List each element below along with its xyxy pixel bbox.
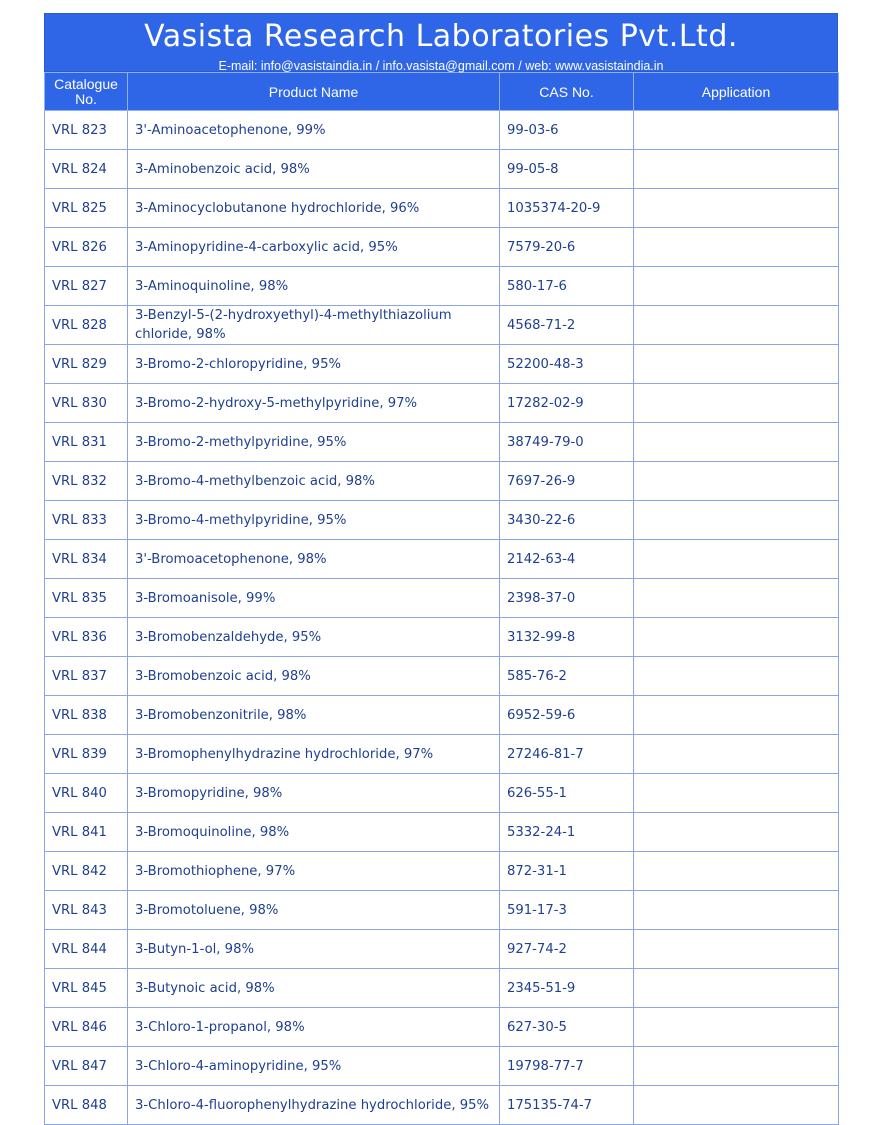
application-cell [634,735,839,774]
application-cell [634,306,839,345]
catalogue-number-cell: VRL 837 [45,657,128,696]
product-name-cell: 3-Bromopyridine, 98% [128,774,500,813]
product-name-cell: 3-Aminoquinoline, 98% [128,267,500,306]
application-cell [634,579,839,618]
cas-number-cell: 17282-02-9 [500,384,634,423]
application-cell [634,345,839,384]
cas-number-cell: 7697-26-9 [500,462,634,501]
application-cell [634,462,839,501]
table-row [45,345,839,384]
catalogue-number-cell: VRL 846 [45,1008,128,1047]
catalogue-number-cell: VRL 829 [45,345,128,384]
cas-number-cell: 52200-48-3 [500,345,634,384]
product-name-cell: 3-Bromoanisole, 99% [128,579,500,618]
table-row [45,150,839,189]
application-cell [634,618,839,657]
product-name-cell: 3-Aminocyclobutanone hydrochloride, 96% [128,189,500,228]
catalogue-number-cell: VRL 842 [45,852,128,891]
product-name-cell: 3-Bromobenzoic acid, 98% [128,657,500,696]
catalogue-number-cell: VRL 835 [45,579,128,618]
cas-number-cell: 3132-99-8 [500,618,634,657]
application-cell [634,969,839,1008]
table-row [45,1086,839,1125]
catalogue-number-cell: VRL 836 [45,618,128,657]
table-row [45,462,839,501]
table-row [45,657,839,696]
catalogue-number-cell: VRL 847 [45,1047,128,1086]
catalogue-number-cell: VRL 828 [45,306,128,345]
application-cell [634,657,839,696]
product-name-cell: 3-Benzyl-5-(2-hydroxyethyl)-4-methylthiazolium chloride, 98% [128,306,500,345]
cas-number-cell: 175135-74-7 [500,1086,634,1125]
cas-number-cell: 872-31-1 [500,852,634,891]
table-row [45,1047,839,1086]
company-name: Vasista Research Laboratories Pvt.Ltd. [144,19,738,54]
catalogue-sheet [44,13,838,1125]
cas-number-cell: 585-76-2 [500,657,634,696]
catalogue-number-cell: VRL 830 [45,384,128,423]
catalogue-number-cell: VRL 843 [45,891,128,930]
product-name-cell: 3-Bromo-2-hydroxy-5-methylpyridine, 97% [128,384,500,423]
application-cell [634,111,839,150]
cas-number-cell: 580-17-6 [500,267,634,306]
product-table [44,72,839,1125]
catalogue-number-cell: VRL 831 [45,423,128,462]
cas-number-cell: 6952-59-6 [500,696,634,735]
table-header-row [45,73,839,111]
catalogue-number-cell: VRL 844 [45,930,128,969]
application-cell [634,1086,839,1125]
table-row [45,891,839,930]
product-name-cell: 3'-Aminoacetophenone, 99% [128,111,500,150]
catalogue-number-cell: VRL 823 [45,111,128,150]
table-body [45,111,839,1125]
table-row [45,1008,839,1047]
product-name-cell: 3-Chloro-4-aminopyridine, 95% [128,1047,500,1086]
cas-number-cell: 626-55-1 [500,774,634,813]
table-row [45,618,839,657]
catalogue-number-cell: VRL 834 [45,540,128,579]
application-cell [634,423,839,462]
header-banner [44,13,838,72]
catalogue-number-cell: VRL 839 [45,735,128,774]
table-row [45,852,839,891]
product-name-cell: 3-Bromo-2-chloropyridine, 95% [128,345,500,384]
product-name-cell: 3-Bromo-4-methylpyridine, 95% [128,501,500,540]
product-name-cell: 3-Bromobenzaldehyde, 95% [128,618,500,657]
catalogue-number-cell: VRL 840 [45,774,128,813]
table-row [45,774,839,813]
cas-number-cell: 7579-20-6 [500,228,634,267]
column-header-application: Application [634,73,839,111]
cas-number-cell: 2345-51-9 [500,969,634,1008]
cas-number-cell: 3430-22-6 [500,501,634,540]
table-row [45,735,839,774]
product-name-cell: 3-Butynoic acid, 98% [128,969,500,1008]
product-name-cell: 3-Aminobenzoic acid, 98% [128,150,500,189]
application-cell [634,228,839,267]
application-cell [634,150,839,189]
column-header-cas: CAS No. [500,73,634,111]
table-row [45,696,839,735]
product-name-cell: 3-Bromothiophene, 97% [128,852,500,891]
column-header-catalogue: Catalogue No. [45,73,128,111]
cas-number-cell: 38749-79-0 [500,423,634,462]
table-row [45,384,839,423]
cas-number-cell: 4568-71-2 [500,306,634,345]
table-row [45,969,839,1008]
catalogue-number-cell: VRL 827 [45,267,128,306]
cas-number-cell: 1035374-20-9 [500,189,634,228]
table-row [45,306,839,345]
table-row [45,111,839,150]
application-cell [634,540,839,579]
application-cell [634,384,839,423]
column-header-product: Product Name [128,73,500,111]
application-cell [634,696,839,735]
product-name-cell: 3-Bromo-2-methylpyridine, 95% [128,423,500,462]
catalogue-number-cell: VRL 832 [45,462,128,501]
cas-number-cell: 5332-24-1 [500,813,634,852]
cas-number-cell: 927-74-2 [500,930,634,969]
catalogue-number-cell: VRL 838 [45,696,128,735]
catalogue-number-cell: VRL 841 [45,813,128,852]
table-row [45,267,839,306]
cas-number-cell: 2142-63-4 [500,540,634,579]
catalogue-number-cell: VRL 825 [45,189,128,228]
application-cell [634,501,839,540]
cas-number-cell: 19798-77-7 [500,1047,634,1086]
application-cell [634,813,839,852]
cas-number-cell: 27246-81-7 [500,735,634,774]
table-row [45,189,839,228]
table-row [45,813,839,852]
application-cell [634,852,839,891]
table-row [45,228,839,267]
catalogue-number-cell: VRL 833 [45,501,128,540]
application-cell [634,267,839,306]
product-name-cell: 3-Bromobenzonitrile, 98% [128,696,500,735]
product-name-cell: 3-Bromoquinoline, 98% [128,813,500,852]
catalogue-number-cell: VRL 824 [45,150,128,189]
contact-line: E-mail: info@vasistaindia.in / info.vasista@gmail.com / web: www.vasistaindia.in [218,59,664,73]
application-cell [634,774,839,813]
cas-number-cell: 627-30-5 [500,1008,634,1047]
product-name-cell: 3-Chloro-4-fluorophenylhydrazine hydrochloride, 95% [128,1086,500,1125]
application-cell [634,891,839,930]
application-cell [634,930,839,969]
table-row [45,423,839,462]
cas-number-cell: 99-05-8 [500,150,634,189]
catalogue-number-cell: VRL 845 [45,969,128,1008]
cas-number-cell: 591-17-3 [500,891,634,930]
product-name-cell: 3-Chloro-1-propanol, 98% [128,1008,500,1047]
table-row [45,501,839,540]
product-name-cell: 3-Bromo-4-methylbenzoic acid, 98% [128,462,500,501]
catalogue-number-cell: VRL 826 [45,228,128,267]
cas-number-cell: 2398-37-0 [500,579,634,618]
catalogue-number-cell: VRL 848 [45,1086,128,1125]
table-row [45,579,839,618]
table-row [45,540,839,579]
product-name-cell: 3-Bromophenylhydrazine hydrochloride, 97% [128,735,500,774]
application-cell [634,1047,839,1086]
product-name-cell: 3-Butyn-1-ol, 98% [128,930,500,969]
application-cell [634,189,839,228]
cas-number-cell: 99-03-6 [500,111,634,150]
table-row [45,930,839,969]
product-name-cell: 3'-Bromoacetophenone, 98% [128,540,500,579]
application-cell [634,1008,839,1047]
product-name-cell: 3-Bromotoluene, 98% [128,891,500,930]
product-name-cell: 3-Aminopyridine-4-carboxylic acid, 95% [128,228,500,267]
